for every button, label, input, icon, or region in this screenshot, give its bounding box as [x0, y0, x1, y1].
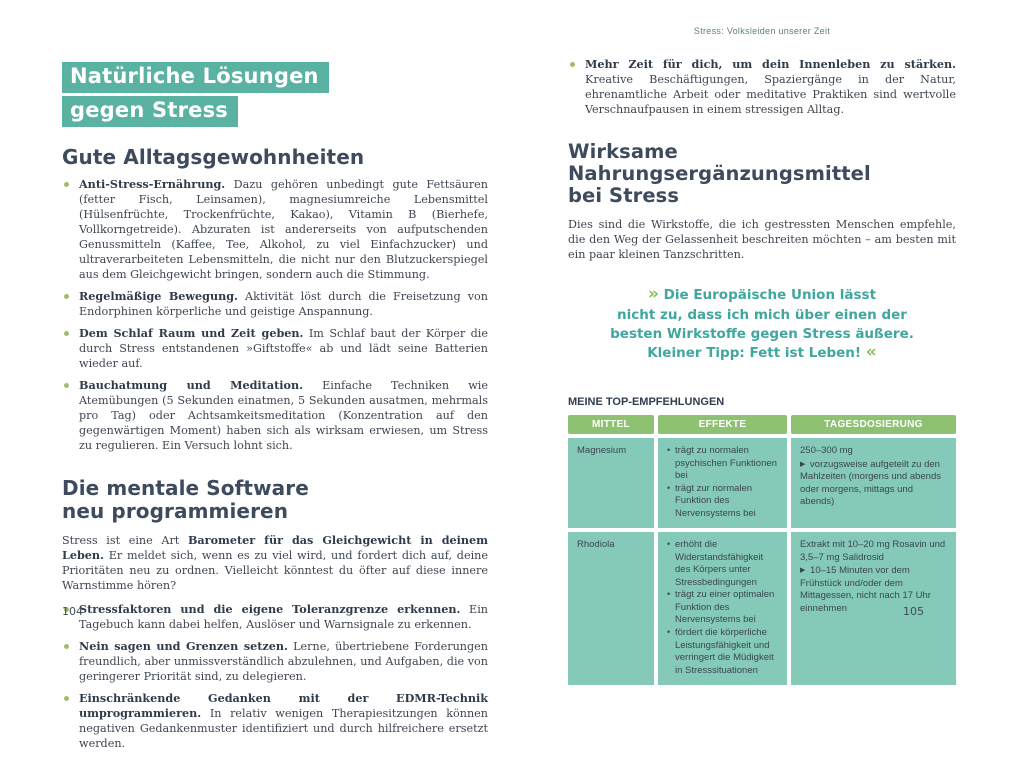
bullet-text: Einfache Techniken wie Atemübungen (5 Sekunden einatmen, 5 Sekunden ausatmen, mehrmals pro Tag) oder Achtsamkeitsmeditation (Konzentration auf den gegenwärtigen Moment) haben sich als wirksam erwiesen, um Stress zu regulieren. Ein Versuch lohnt sich. — [79, 379, 489, 453]
chapter-title-banner — [62, 62, 488, 127]
section-heading-gute-alltagsgewohnheiten: Gute Alltagsgewohnheiten — [62, 145, 365, 169]
bullet-lead: Bauchatmung und Meditation. — [79, 378, 303, 393]
section-heading-line2: neu programmieren — [62, 498, 289, 523]
quote-close-icon: « — [865, 341, 877, 362]
intro-text: Stress ist eine Art — [62, 534, 180, 548]
list-item — [62, 289, 488, 319]
bullet-text: Kreative Beschäftigungen, Spaziergänge in der Natur, ehrenamtliche Arbeit oder meditative Praktiken sind wertvolle Verschnaufpausen in einem stressigen Alltag. — [585, 73, 956, 116]
mentale-software-intro — [62, 533, 488, 593]
table-cell-effekte — [658, 532, 787, 685]
bullet-dot-icon — [64, 383, 69, 388]
bullet-lead: Dem Schlaf Raum und Zeit geben. — [79, 326, 304, 341]
table-label: MEINE TOP-EMPFEHLUNGEN — [568, 396, 725, 409]
table-header-tagesdosierung: TAGESDOSIERUNG — [791, 415, 956, 434]
bullet-text: Im Schlaf baut der Körper die durch Stress entstandenen »Giftstoffe« ab und lädt seine Batterien wieder auf. — [79, 327, 488, 371]
effect-text: trägt zur normalen Funktion des Nervensystems bei — [675, 482, 756, 519]
effect-item — [667, 539, 779, 589]
effect-item — [667, 589, 779, 627]
section-heading-line1: Die mentale Software — [62, 476, 309, 501]
bullet-text: In relativ wenigen Therapiesitzungen können negativen Gedankenmuster identifiziert und durch hilfreichere ersetzt werden. — [79, 707, 489, 751]
bullet-lead: Nein sagen und Grenzen setzen. — [79, 639, 288, 654]
list-item — [62, 691, 488, 751]
habits-bullet-list — [62, 177, 488, 453]
bullet-dot-icon — [64, 294, 69, 299]
bullet-text: Lerne, übertriebene Forderungen freundlich, aber unmissverständlich abzulehnen, und Aufgaben, die von geringerer Priorität sind, zu delegieren. — [79, 640, 488, 684]
effect-text: trägt zu normalen psychischen Funktionen bei — [675, 445, 777, 482]
table-cell-effekte — [658, 438, 787, 528]
bullet-dot-icon — [64, 644, 69, 649]
bullet-icon: • — [667, 589, 671, 600]
section-heading-line2: bei Stress — [568, 183, 680, 207]
arrow-marker-icon: ▶ — [800, 460, 806, 468]
quote-line: nicht zu, dass ich mich über einen der — [617, 306, 907, 323]
table-cell-mittel: Magnesium — [568, 438, 654, 528]
section-heading-line1: Wirksame Nahrungsergänzungsmittel — [568, 140, 871, 185]
table-cell-dosierung — [791, 438, 956, 528]
quote-text: Kleiner Tipp: Fett ist Leben! — [647, 344, 862, 361]
running-header: Stress: Volksleiden unserer Zeit — [693, 26, 831, 36]
quote-open-icon: » — [647, 284, 659, 305]
dose-amount: 250–300 mg — [800, 445, 853, 457]
bullet-text: Aktivität löst durch die Freisetzung von Endorphinen körperliche und geistige Anspannung. — [79, 290, 488, 319]
supplements-intro: Dies sind die Wirkstoffe, die ich gestressten Menschen empfehle, die den Weg der Gelassenheit beschreiten möchten – am besten mit ein paar kleinen Tanzschritten. — [568, 218, 956, 262]
table-cell-mittel: Rhodiola — [568, 532, 654, 685]
list-item — [62, 602, 488, 632]
chapter-title-line2: gegen Stress — [62, 96, 238, 127]
bullet-lead: Einschränkende Gedanken mit der EDMR-Technik umprogrammieren. — [79, 691, 488, 721]
dose-note — [800, 459, 948, 509]
bullet-dot-icon — [570, 62, 575, 67]
section-heading-nahrungsergaenzungsmittel — [568, 141, 956, 206]
list-item — [62, 378, 488, 453]
dose-note — [800, 565, 948, 615]
effect-item — [667, 627, 779, 677]
bullet-icon: • — [667, 539, 671, 550]
bullet-lead: Regelmäßige Bewegung. — [79, 289, 238, 304]
dose-note-text: 10–15 Minuten vor dem Frühstück und/oder dem Mittagessen, nicht nach 17 Uhr einnehmen — [800, 565, 931, 614]
bullet-dot-icon — [64, 182, 69, 187]
table-header-mittel: MITTEL — [568, 415, 654, 434]
effect-item — [667, 483, 779, 521]
quote-line: besten Wirkstoffe gegen Stress äußere. — [610, 325, 914, 342]
list-item — [62, 639, 488, 684]
quote-text: Die Europäische Union lässt — [663, 287, 877, 304]
right-page — [568, 26, 956, 685]
pull-quote — [586, 286, 938, 363]
list-item — [62, 177, 488, 282]
effect-text: trägt zu einer optimalen Funktion des Nervensystems bei — [675, 589, 775, 626]
bullet-text: Dazu gehören unbedingt gute Fettsäuren (fetter Fisch, Leinsamen), magnesiumreiche Lebensmittel (Hülsenfrüchte, Trockenfrüchte, Kakao), Vitamin B (Bierhefe, Vollkorngetreide). Abzuraten ist andererseits von aufputschenden Genussmitteln (Kaffee, Tee, Alkohol, zu viel Einfachzucker) und ultraverarbeiteten Lebensmitteln, die nicht nur den Blutzuckerspiegel aus dem Gleichgewicht bringen, sondern auch die Stimmung. — [79, 178, 488, 282]
table-header-effekte: EFFEKTE — [658, 415, 787, 434]
effect-text: fördert die körperliche Leistungsfähigkeit und verringert die Müdigkeit in Stresssituationen — [675, 627, 774, 676]
effect-item — [667, 445, 779, 483]
dose-note-text: vorzugsweise aufgeteilt zu den Mahlzeiten (morgens und abends oder morgens, mittags und abends) — [800, 458, 942, 508]
page-number-left: 104 — [62, 605, 83, 618]
dose-amount: Extrakt mit 10–20 mg Rosavin und 3,5–7 mg Salidrosid — [800, 539, 946, 563]
bullet-icon: • — [667, 445, 671, 456]
table-cell-dosierung — [791, 532, 956, 685]
intro-bold-text: Barometer für das Gleichgewicht in deinem Leben. — [62, 533, 488, 563]
bullet-icon: • — [667, 627, 671, 638]
section-heading-mentale-software — [62, 477, 488, 522]
bullet-dot-icon — [64, 331, 69, 336]
quote-line — [586, 341, 938, 363]
chapter-title-line1: Natürliche Lösungen — [62, 62, 329, 93]
list-item — [568, 57, 956, 117]
bullet-lead: Mehr Zeit für dich, um dein Innenleben zu stärken. — [585, 57, 956, 71]
left-page — [62, 62, 488, 758]
bullet-lead: Anti-Stress-Ernährung. — [79, 177, 226, 192]
bullet-icon: • — [667, 482, 671, 493]
supplements-table — [568, 415, 956, 685]
page-number-right: 105 — [903, 605, 924, 618]
bullet-text: Ein Tagebuch kann dabei helfen, Auslöser und Warnsignale zu erkennen. — [79, 603, 488, 632]
arrow-marker-icon: ▶ — [800, 567, 806, 575]
effect-text: erhöht die Widerstandsfähigkeit des Körpers unter Stressbedingungen — [675, 539, 764, 588]
intro-text: Er meldet sich, wenn es zu viel wird, und fordert dich auf, deine Prioritäten neu zu ordnen. Vielleicht könntest du öfter auf diese innere Warnstimme hören? — [62, 549, 488, 593]
list-item — [62, 326, 488, 371]
reprogramming-bullet-list — [62, 602, 488, 751]
quote-line — [586, 286, 938, 305]
bullet-dot-icon — [64, 696, 69, 701]
bullet-lead: Stressfaktoren und die eigene Toleranzgrenze erkennen. — [79, 602, 461, 617]
